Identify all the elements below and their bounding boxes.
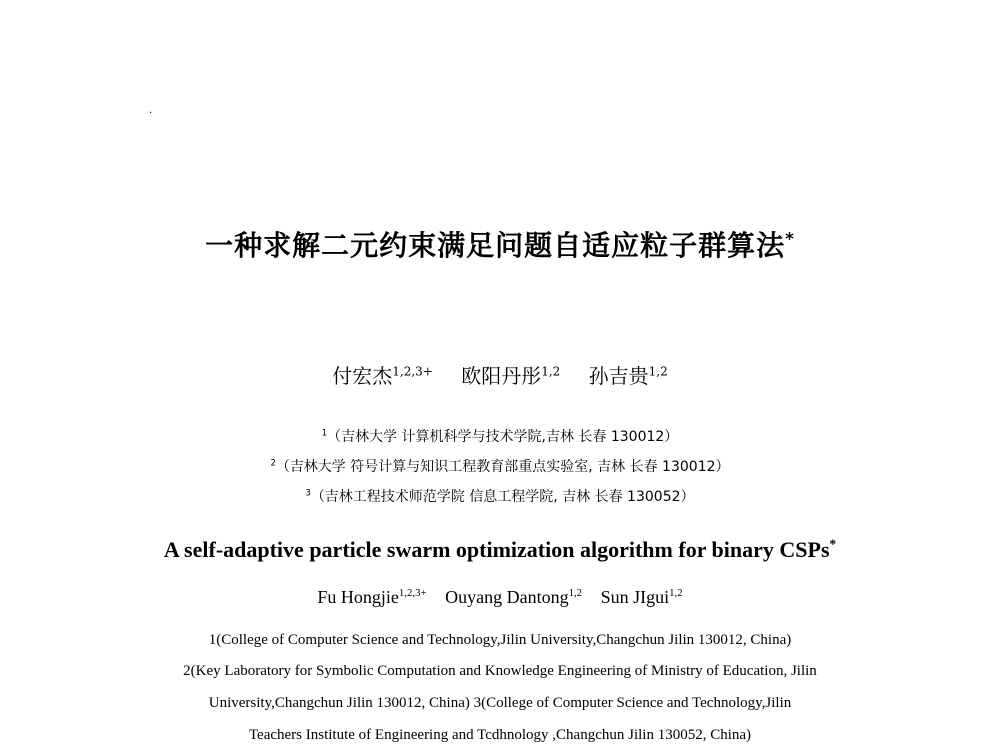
english-affiliation-line: Teachers Institute of Engineering and Tcdhnology ,Changchun Jilin 130052, China) [248,727,752,743]
chinese-title-footnote-mark: * [785,228,795,249]
chinese-author-name: 孙吉贵 [588,364,649,388]
chinese-author-name: 欧阳丹彤 [461,364,542,388]
chinese-affiliation-mark: 3 [305,487,311,498]
chinese-affiliation-mark: 2 [270,457,276,468]
chinese-authors [0,360,1000,389]
chinese-author-affiliation-mark: 1,2,3+ [392,364,433,379]
chinese-title [0,224,1000,264]
english-affiliation-line: 1(College of Computer Science and Technology,Jilin University,Changchun Jilin 130012, China) [208,632,792,648]
english-author-name: Fu Hongjie [317,587,399,607]
stray-dot: · [149,108,153,119]
chinese-author-name: 付宏杰 [332,364,393,388]
chinese-affiliation-text: （吉林大学 符号计算与知识工程教育部重点实验室, 吉林 长春 130012） [275,459,730,475]
english-title [0,537,1000,563]
chinese-author-affiliation-mark: 1,2 [648,364,668,379]
english-title-footnote-mark: * [829,536,837,552]
chinese-author-affiliation-mark: 1,2 [541,364,561,379]
english-affiliation-line: University,Changchun Jilin 130012, China) 3(College of Computer Science and Technology,Jilin [208,695,792,711]
english-author-affiliation-mark: 1,2 [568,587,583,599]
chinese-affiliation-text: （吉林工程技术师范学院 信息工程学院, 吉林 长春 130052） [310,489,695,505]
chinese-affiliation-1 [0,426,1000,446]
english-author-affiliation-mark: 1,2,3+ [398,587,427,599]
chinese-affiliation-mark: 1 [321,427,328,438]
english-authors [0,587,1000,608]
english-author-name: Sun JIgui [600,587,670,607]
english-author-affiliation-mark: 1,2 [669,587,683,599]
chinese-affiliation-2 [0,456,1000,476]
chinese-affiliation-3 [0,486,1000,506]
chinese-affiliation-text: （吉林大学 计算机科学与技术学院,吉林 长春 130012） [327,429,679,445]
english-affiliation-line: 2(Key Laboratory for Symbolic Computation and Knowledge Engineering of Ministry of Education, Jilin [183,663,817,679]
chinese-title-text: 一种求解二元约束满足问题自适应粒子群算法 [205,229,786,262]
english-title-text: A self-adaptive particle swarm optimization algorithm for binary CSPs [163,537,830,562]
english-author-name: Ouyang Dantong [445,587,569,607]
